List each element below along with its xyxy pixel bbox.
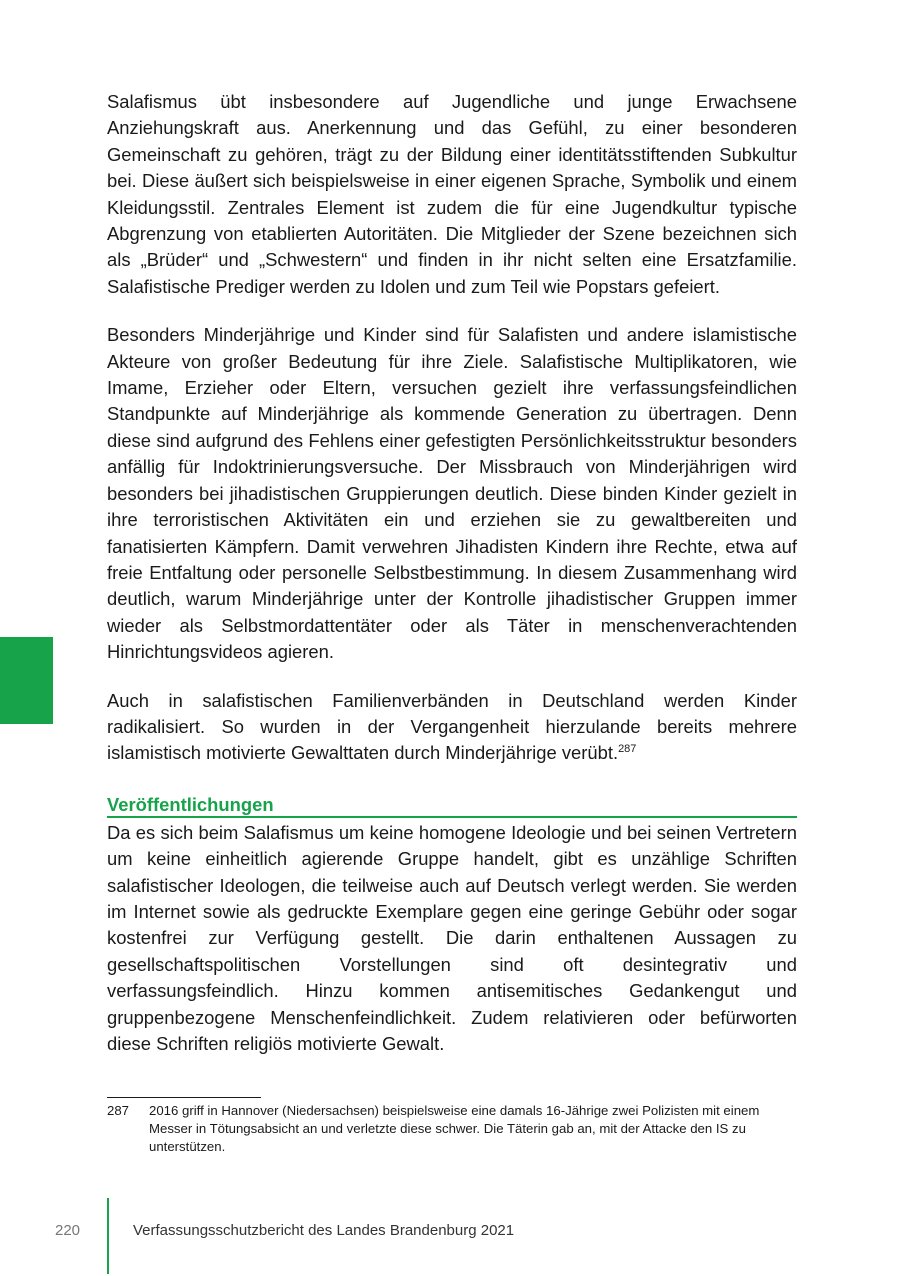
paragraph-1: Salafismus übt insbesondere auf Jugendliche und junge Erwachsene Anziehungskraft aus. Anerkennung und das Gefühl, zu einer besonderen Gemeinschaft zu gehören, trägt zu der Bildung einer identitätsstiftenden Subkultur bei. Diese äußert sich beispielsweise in einer eigenen Sprache, Symbolik und einem Kleidungsstil. Zentrales Element ist zudem die für eine Jugendkultur typische Abgrenzung von etablierten Autoritäten. Die Mitglieder der Szene bezeichnen sich als „Brüder“ und „Schwestern“ und finden in ihr nicht selten eine Ersatzfamilie. Salafistische Prediger werden zu Idolen und zum Teil wie Popstars gefeiert. [107, 91, 797, 297]
paragraph-2: Besonders Minderjährige und Kinder sind für Salafisten und andere islamistische Akteure von großer Bedeutung für ihre Ziele. Salafistische Multiplikatoren, wie Imame, Erzieher oder Eltern, versuchen gezielt ihre verfassungsfeindlichen Standpunkte auf Minderjährige als kommende Generation zu übertragen. Denn diese sind aufgrund des Fehlens einer gefestigten Persönlichkeitsstruktur besonders anfällig für Indoktrinierungsversuche. Der Missbrauch von Minderjährigen wird besonders bei jihadistischen Gruppierungen deutlich. Diese binden Kinder gezielt in ihre terroristischen Aktivitäten ein und erziehen sie zu gewaltbereiten und fanatisierten Kämpfern. Damit verwehren Jihadisten Kindern ihre Rechte, etwa auf freie Entfaltung oder personelle Selbstbestimmung. In diesem Zusammenhang wird deutlich, warum Minderjährige unter der Kontrolle jihadistischer Gruppen immer wieder als Selbstmordattentäter oder als Täter in menschenverachtenden Hinrichtungsvideos agieren. [107, 324, 797, 663]
footnote-text: 2016 griff in Hannover (Niedersachsen) beispielsweise eine damals 16-Jährige zwei Polizisten mit einem Messer in Tötungsabsicht an und verletzte diese schwer. Die Täterin gab an, mit der Attacke den IS zu unterstützen. [149, 1103, 760, 1154]
footnote-reference[interactable]: 287 [618, 743, 637, 756]
paragraph-4: Da es sich beim Salafismus um keine homogene Ideologie und bei seinen Vertretern um keine einheitlich agierende Gruppe handelt, gibt es unzählige Schriften salafistischer Ideologen, die teilweise auch auf Deutsch verlegt werden. Sie werden im Internet sowie als gedruckte Exemplare gegen eine geringe Gebühr oder sogar kostenfrei zur Verfügung gestellt. Die darin enthaltenen Aussagen zu gesellschaftspolitischen Vorstellungen sind oft desintegrativ und verfassungsfeindlich. Hinzu kommen antisemitisches Gedankengut und gruppenbezogene Menschenfeindlichkeit. Zudem relativieren oder befürworten diese Schriften religiös motivierte Gewalt. [107, 821, 797, 1054]
page-number: 220 [55, 1222, 81, 1239]
main-content [107, 89, 797, 1057]
section-heading: Veröffentlichungen [107, 794, 797, 818]
footnote-divider [107, 1097, 261, 1098]
paragraph-3-text: Auch in salafistischen Familienverbänden in Deutschland werden Kinder radikalisiert. So wurden in der Vergangenheit hierzulande bereits mehrere islamistisch motivierte Gewalttaten durch Minderjährige verübt. [107, 689, 797, 764]
footer-divider [107, 1198, 109, 1274]
footnote-number: 287 [107, 1103, 130, 1118]
footnote [107, 1102, 797, 1156]
footer-title: Verfassungsschutzbericht des Landes Brandenburg 2021 [133, 1222, 515, 1239]
chapter-tab-marker [0, 637, 53, 724]
paragraph-3 [107, 688, 797, 767]
